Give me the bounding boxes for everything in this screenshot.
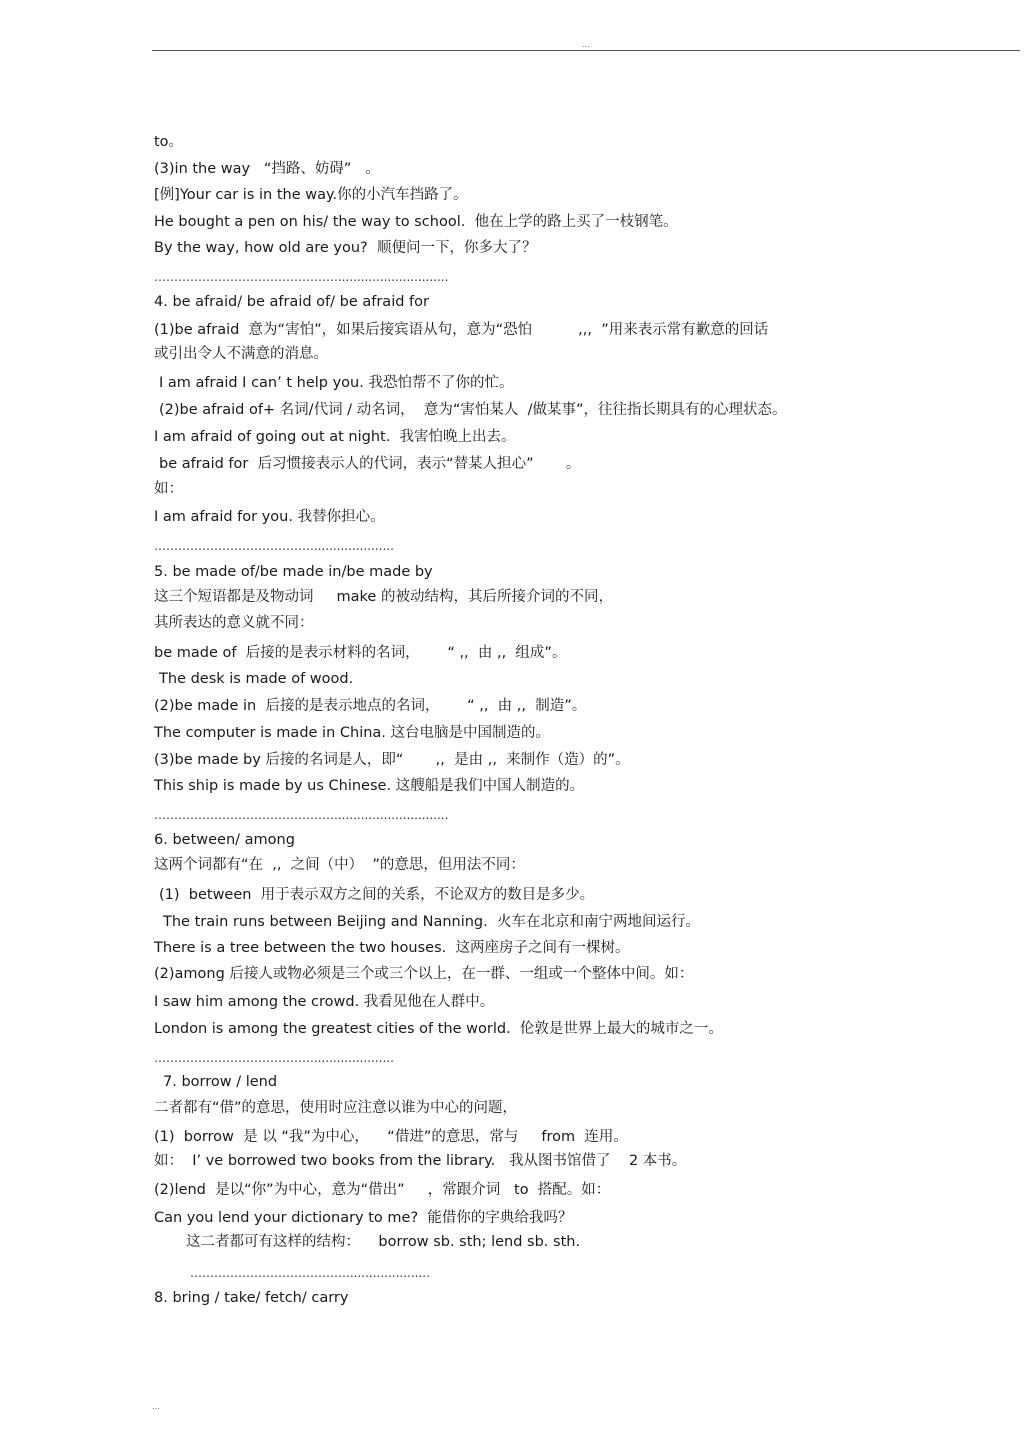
text-line: London is among the greatest cities of the world. 伦敦是世界上最大的城市之一。 [154,1021,723,1037]
header-mark: ... [582,40,590,49]
text-line: (2)lend 是以“你”为中心，意为“借出” ，常跟介词 to 搭配。如： [154,1182,611,1198]
text-line: I am afraid I can’ t help you. 我恐怕帮不了你的忙。 [159,375,514,391]
text-line: (3)be made by 后接的名词是人，即“ ,, 是由 ,, 来制作（造）的”。 [154,752,630,768]
text-line: This ship is made by us Chinese. 这艘船是我们中国人制造的。 [154,778,585,794]
text-line: 8. bring / take/ fetch/ carry [154,1290,349,1306]
text-line: 4. be afraid/ be afraid of/ be afraid for [154,294,429,310]
text-line: be made of 后接的是表示材料的名词， “ ,, 由 ,, 组成”。 [154,645,567,661]
text-line: to。 [154,134,184,150]
text-line: I am afraid of going out at night. 我害怕晚上出去。 [154,429,516,445]
text-line: 如： [154,481,183,497]
text-line: 这二者都可有这样的结构： borrow sb. sth; lend sb. sth. [186,1234,581,1250]
text-line: be afraid for 后习惯接表示人的代词，表示“替某人担心” 。 [159,456,581,472]
text-line: The train runs between Beijing and Nanning. 火车在北京和南宁两地间运行。 [163,914,700,930]
text-line: 7. borrow / lend [163,1074,278,1090]
text-line: 其所表达的意义就不同： [154,615,314,631]
text-line: (1) between 用于表示双方之间的关系，不论双方的数目是多少。 [159,887,595,903]
text-line: 二者都有“借”的意思，使用时应注意以谁为中心的问题， [154,1100,518,1116]
text-line: 6. between/ among [154,832,295,848]
text-line: Can you lend your dictionary to me? 能借你的字典给我吗？ [154,1210,573,1226]
text-line: By the way, how old are you? 顺便问一下，你多大了？ [154,240,537,256]
text-line: I saw him among the crowd. 我看见他在人群中。 [154,994,495,1010]
footer-mark: ... [152,1402,160,1411]
text-line: There is a tree between the two houses. 这两座房子之间有一棵树。 [154,940,630,956]
section-divider: ……………………………………….............................. [154,270,449,284]
section-divider: …………………………………...................... [190,1266,430,1280]
text-line: 如： I’ ve borrowed two books from the library. 我从图书馆借了 2 本书。 [154,1153,687,1169]
text-line: (3)in the way “挡路、妨碍” 。 [154,161,380,177]
text-line: (1)be afraid 意为“害怕”，如果后接宾语从句，意为“恐怕 ,,, ”用来表示常有歉意的回话 [154,322,769,338]
text-line: (2)be afraid of+ 名词/代词 / 动名词， 意为“害怕某人 /做某事”，往往指长期具有的心理状态。 [159,402,787,418]
text-line: 5. be made of/be made in/be made by [154,564,433,580]
section-divider: ……………………………………….............................. [154,808,449,822]
text-line: He bought a pen on his/ the way to school. 他在上学的路上买了一枝钢笔。 [154,214,678,230]
text-line: (1) borrow 是 以 “我”为中心， “借进”的意思，常与 from 连用。 [154,1129,628,1145]
text-line: 或引出令人不满意的消息。 [154,346,328,362]
text-line: [例]Your car is in the way.你的小汽车挡路了。 [154,187,468,203]
text-line: (2)among 后接人或物必须是三个或三个以上，在一群、一组或一个整体中间。如： [154,966,694,982]
text-line: The desk is made of wood. [159,671,354,687]
text-line: 这两个词都有“在 ,, 之间（中） ”的意思，但用法不同： [154,857,525,873]
section-divider: …………………………………...................... [154,539,394,553]
text-line: I am afraid for you. 我替你担心。 [154,509,385,525]
text-line: 这三个短语都是及物动词 make 的被动结构，其后所接介词的不同， [154,589,613,605]
text-line: (2)be made in 后接的是表示地点的名词， “ ,, 由 ,, 制造”。 [154,698,587,714]
header-rule [152,50,1020,51]
section-divider: …………………………………...................... [154,1051,394,1065]
text-line: The computer is made in China. 这台电脑是中国制造的。 [154,725,551,741]
